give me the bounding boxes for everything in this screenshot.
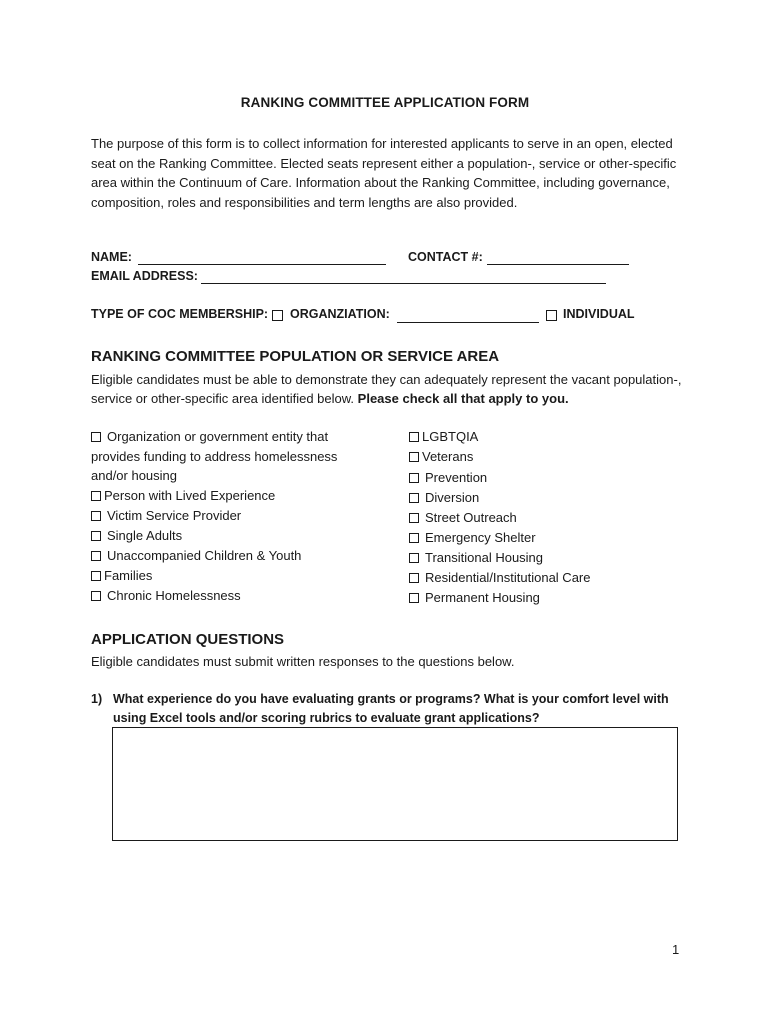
option-veterans[interactable] [409, 447, 473, 467]
option-label: LGBTQIA [422, 429, 479, 444]
membership-label: TYPE OF COC MEMBERSHIP: [91, 307, 269, 321]
option-chronic-homelessness[interactable] [91, 586, 241, 606]
option-label: Veterans [422, 449, 474, 464]
name-line [138, 264, 386, 265]
option-checkbox[interactable] [91, 531, 101, 541]
question-number: 1) [91, 692, 103, 706]
name-input[interactable] [140, 248, 384, 264]
population-description-text: Eligible candidates must be able to demonstrate they can adequately represent the vacant population-, service or other-specific area identified below. [91, 372, 682, 406]
intro-paragraph: The purpose of this form is to collect information for interested applicants to serve in an open, elected seat on the Ranking Committee. Elected seats represent either a population-, service or other-specific area within the Continuum of Care. Information about the Ranking Committee, including governance, composition, roles and responsibilities and term lengths are also provided. [91, 136, 677, 210]
email-input[interactable] [203, 267, 604, 283]
option-label: Person with Lived Experience [104, 488, 276, 503]
population-emphasis: Please check all that apply to you. [357, 391, 569, 406]
individual-label: INDIVIDUAL [563, 307, 635, 321]
option-label: Street Outreach [425, 510, 517, 525]
option-checkbox[interactable] [91, 571, 101, 581]
option-unaccompanied-youth[interactable] [91, 546, 301, 566]
option-label: Chronic Homelessness [107, 588, 241, 603]
option-label: Families [104, 568, 153, 583]
option-checkbox[interactable] [409, 593, 419, 603]
individual-checkbox[interactable] [546, 310, 557, 321]
contact-input[interactable] [489, 248, 627, 264]
option-checkbox[interactable] [409, 432, 419, 442]
option-label: Prevention [425, 470, 488, 485]
option-transitional-housing[interactable] [409, 548, 543, 568]
option-checkbox[interactable] [409, 473, 419, 483]
option-label: Organization or government entity that provides funding to address homelessness and/or housing [91, 429, 338, 483]
option-lived-experience[interactable] [91, 486, 275, 506]
option-checkbox[interactable] [91, 491, 101, 501]
organization-line [397, 322, 539, 323]
questions-description: Eligible candidates must submit written responses to the questions below. [91, 654, 515, 669]
page-number: 1 [672, 942, 680, 957]
option-victim-service[interactable] [91, 506, 241, 526]
organization-label: ORGANZIATION: [290, 307, 390, 321]
option-single-adults[interactable] [91, 526, 182, 546]
option-checkbox[interactable] [91, 591, 101, 601]
option-label: Residential/Institutional Care [425, 570, 591, 585]
option-checkbox[interactable] [409, 573, 419, 583]
option-label: Unaccompanied Children & Youth [107, 548, 302, 563]
option-checkbox[interactable] [409, 553, 419, 563]
option-label: Diversion [425, 490, 480, 505]
option-street-outreach[interactable] [409, 508, 517, 528]
option-checkbox[interactable] [91, 511, 101, 521]
option-lgbtqia[interactable] [409, 427, 478, 447]
option-families[interactable] [91, 566, 152, 586]
option-checkbox[interactable] [91, 432, 101, 442]
population-description [91, 370, 691, 408]
option-checkbox[interactable] [409, 452, 419, 462]
answer-box-1[interactable] [112, 727, 678, 841]
population-heading: RANKING COMMITTEE POPULATION OR SERVICE AREA [91, 348, 500, 365]
organization-checkbox[interactable] [272, 310, 283, 321]
option-label: Victim Service Provider [107, 508, 242, 523]
option-permanent-housing[interactable] [409, 588, 540, 608]
option-checkbox[interactable] [91, 551, 101, 561]
option-label: Permanent Housing [425, 590, 540, 605]
option-label: Single Adults [107, 528, 183, 543]
contact-line [487, 264, 629, 265]
option-label: Transitional Housing [425, 550, 544, 565]
form-title: RANKING COMMITTEE APPLICATION FORM [240, 95, 530, 110]
question-1 [91, 690, 691, 727]
option-funding-entity[interactable] [91, 427, 361, 486]
organization-input[interactable] [399, 306, 537, 322]
option-prevention[interactable] [409, 468, 487, 488]
option-diversion[interactable] [409, 488, 479, 508]
option-checkbox[interactable] [409, 513, 419, 523]
email-line [201, 283, 606, 284]
questions-heading: APPLICATION QUESTIONS [91, 631, 285, 648]
question-text: What experience do you have evaluating grants or programs? What is your comfort level with using Excel tools and/or scoring rubrics to evaluate grant applications? [113, 692, 669, 725]
email-label: EMAIL ADDRESS: [91, 269, 198, 283]
option-checkbox[interactable] [409, 533, 419, 543]
option-checkbox[interactable] [409, 493, 419, 503]
contact-label: CONTACT #: [408, 250, 483, 264]
name-label: NAME: [91, 250, 132, 264]
option-label: Emergency Shelter [425, 530, 536, 545]
option-residential-care[interactable] [409, 568, 590, 588]
option-emergency-shelter[interactable] [409, 528, 536, 548]
